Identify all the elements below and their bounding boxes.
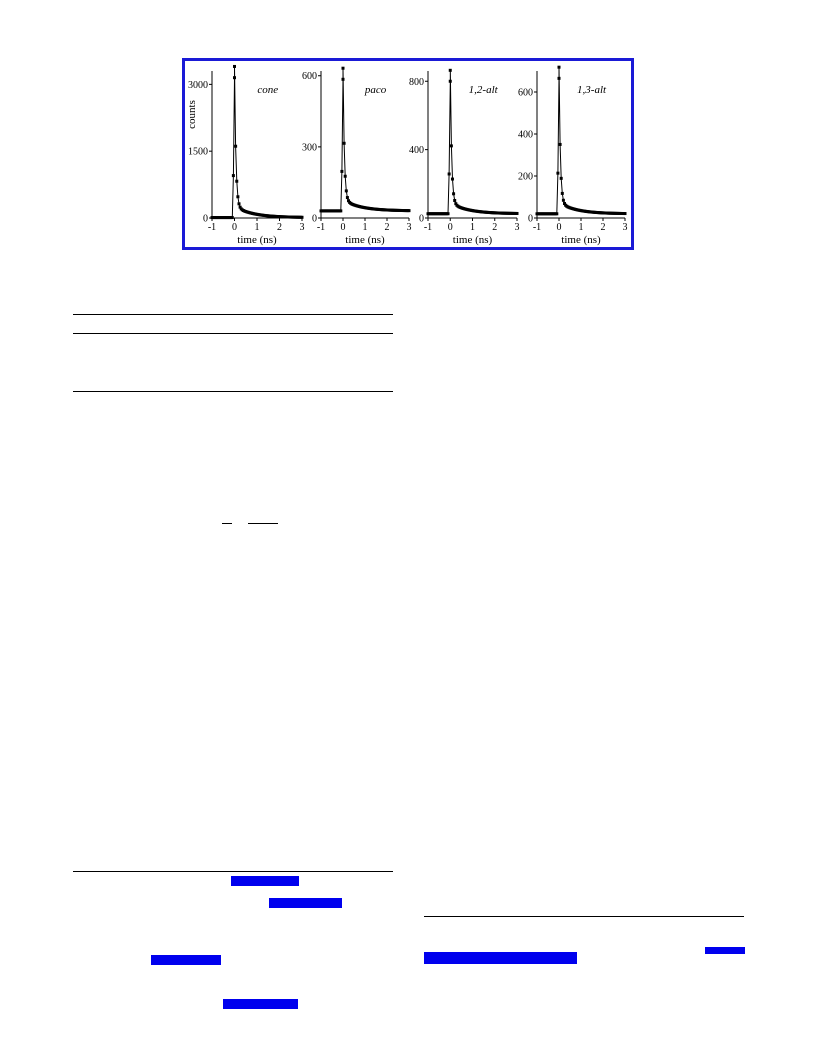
data-point	[234, 145, 237, 148]
data-point	[238, 202, 241, 205]
y-tick-label: 1500	[188, 146, 208, 158]
x-axis-label: time (ns)	[452, 234, 493, 246]
x-axis-label: time (ns)	[345, 234, 385, 246]
x-tick-label: 3	[514, 222, 520, 233]
data-point	[233, 76, 236, 79]
redacted-reference-2	[269, 898, 342, 908]
redacted-reference-1	[231, 876, 299, 886]
y-tick-label: 400	[518, 129, 533, 141]
decay-figure	[182, 58, 634, 250]
data-point	[560, 177, 563, 180]
x-tick-label: 3	[406, 222, 412, 233]
table-bottom-rule	[73, 391, 393, 392]
data-point	[447, 212, 450, 215]
data-point	[562, 199, 565, 202]
data-point	[346, 196, 349, 199]
x-tick-label: 2	[492, 222, 498, 233]
data-point	[453, 199, 456, 202]
table-header-rule	[73, 333, 393, 334]
x-tick-label: 1	[470, 222, 475, 233]
equation-fraction-bar-1	[222, 523, 232, 524]
x-tick-label: 0	[340, 222, 346, 233]
y-tick-label: 0	[312, 213, 317, 225]
data-point	[339, 209, 342, 212]
data-point	[516, 212, 519, 215]
x-tick-label: 3	[622, 222, 628, 233]
x-tick-label: 1	[578, 222, 584, 233]
y-tick-label: 600	[302, 71, 317, 83]
y-tick-label: 0	[528, 213, 533, 225]
y-tick-label: 400	[409, 145, 424, 157]
panel-label: 1,3-alt	[577, 84, 607, 96]
data-point	[448, 172, 451, 175]
footnote-rule-left	[73, 871, 393, 872]
y-tick-label: 800	[409, 76, 424, 88]
data-point	[449, 80, 452, 83]
data-point	[232, 174, 235, 177]
data-point	[452, 192, 455, 195]
panel-2	[299, 67, 412, 246]
x-tick-label: -1	[207, 222, 217, 233]
y-axis-label: counts	[186, 100, 198, 129]
x-axis-label: time (ns)	[561, 234, 601, 246]
data-point	[450, 144, 453, 147]
panel-label: cone	[257, 84, 279, 96]
data-point	[408, 209, 411, 212]
x-tick-label: -1	[423, 222, 433, 233]
panel-label: 1,2-alt	[468, 84, 498, 96]
x-tick-label: 3	[299, 222, 305, 233]
data-point	[451, 178, 454, 181]
data-point	[449, 69, 452, 72]
data-point	[342, 78, 345, 81]
data-point	[343, 142, 346, 145]
data-point	[342, 67, 345, 70]
x-tick-label: -1	[532, 222, 542, 233]
data-point	[555, 212, 558, 215]
data-point	[301, 216, 304, 219]
x-tick-label: 0	[447, 222, 453, 233]
x-tick-label: 2	[277, 222, 282, 233]
table-top-rule	[73, 314, 393, 315]
panel-1	[186, 65, 305, 246]
redacted-reference-4	[223, 999, 298, 1009]
data-point	[558, 66, 561, 69]
y-tick-label: 200	[518, 171, 533, 183]
data-point	[561, 192, 564, 195]
x-tick-label: 0	[232, 222, 237, 233]
data-point	[231, 216, 234, 219]
redacted-reference-6	[424, 952, 577, 964]
data-point	[558, 77, 561, 80]
x-tick-label: 1	[362, 222, 368, 233]
redacted-reference-5	[705, 947, 745, 954]
x-tick-label: 2	[384, 222, 390, 233]
data-point	[235, 180, 238, 183]
redacted-reference-3	[151, 955, 221, 965]
panel-4	[518, 66, 628, 246]
data-point	[233, 65, 236, 68]
panel-label: paco	[364, 84, 387, 96]
y-tick-label: 0	[203, 213, 208, 225]
data-point	[624, 212, 627, 215]
decay-plots	[185, 61, 631, 247]
x-axis-label: time (ns)	[237, 234, 277, 246]
data-point	[556, 172, 559, 175]
y-tick-label: 300	[302, 142, 317, 154]
data-point	[344, 175, 347, 178]
data-point	[236, 195, 239, 198]
y-tick-label: 600	[518, 87, 533, 99]
equation-fraction-bar-2	[248, 523, 278, 524]
x-tick-label: 0	[556, 222, 562, 233]
x-tick-label: 1	[254, 222, 260, 233]
data-point	[559, 143, 562, 146]
x-tick-label: -1	[316, 222, 326, 233]
x-tick-label: 2	[600, 222, 606, 233]
y-tick-label: 0	[419, 213, 424, 225]
data-point	[345, 189, 348, 192]
data-point	[340, 170, 343, 173]
footnote-rule-right	[424, 916, 744, 917]
y-tick-label: 3000	[188, 79, 208, 91]
panel-3	[406, 69, 520, 246]
